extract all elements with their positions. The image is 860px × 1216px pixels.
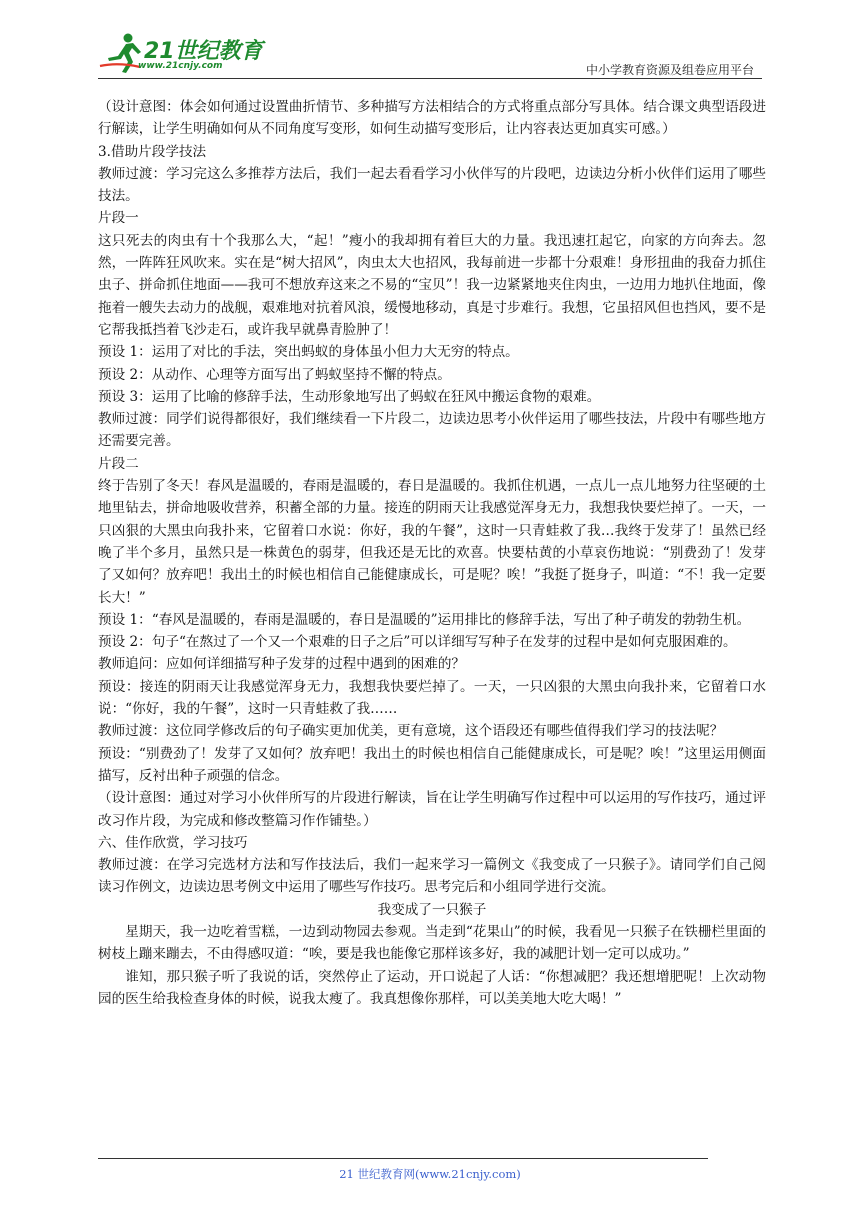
paragraph: 六、佳作欣赏，学习技巧: [98, 834, 248, 851]
paragraph: 预设：“别费劲了！发芽了又如何？放弃吧！我出土的时候也相信自己能健康成长，可是呢？唉！”这里运用侧面描写，反衬出种子顽强的信念。: [98, 745, 766, 784]
paragraph: 片段一: [98, 210, 139, 227]
paragraph: （设计意图：通过对学习小伙伴所写的片段进行解读，旨在让学生明确写作过程中可以运用的写作技巧，通过评改习作片段，为完成和修改整篇习作作铺垫。）: [98, 790, 766, 829]
site-logo[interactable]: [98, 30, 268, 78]
paragraph: （设计意图：体会如何通过设置曲折情节、多种描写方法相结合的方式将重点部分写具体。结合课文典型语段进行解读，让学生明确如何从不同角度写变形，如何生动描写变形后，让内容表达更加真实可感。）: [98, 99, 766, 138]
paragraph: 预设：接连的阴雨天让我感觉浑身无力，我想我快要烂掉了。一天，一只凶狠的大黑虫向我扑来，它留着口水说：“你好，我的午餐”，这时一只青蛙救了我……: [98, 678, 766, 718]
paragraph: 预设 2：句子“在熬过了一个又一个艰难的日子之后”可以详细写写种子在发芽的过程中是如何克服困难的。: [98, 634, 737, 651]
paragraph: 我变成了一只猴子: [377, 901, 487, 918]
logo-text: 21世纪教育: [144, 39, 263, 64]
paragraph: 预设 3：运用了比喻的修辞手法，生动形象地写出了蚂蚁在狂风中搬运食物的艰难。: [98, 388, 601, 405]
paragraph: 这只死去的肉虫有十个我那么大，“起！”瘦小的我却拥有着巨大的力量。我迅速扛起它，向家的方向奔去。忽然，一阵阵狂风吹来。实在是“树大招风”，肉虫太大也招风，我每前进一步都十分艰难！身形扭曲的我奋力抓住虫子、拼命抓住地面——我可不想放弃这来之不易的“宝贝”！我一边紧紧地夹住肉虫，一边用力地扒住地面，像拖着一艘失去动力的战舰，艰难地对抗着风浪，缓慢地移动，真是寸步难行。我想，它虽招风但也挡风，要不是它帮我抵挡着飞沙走石，或许我早就鼻青脸肿了！: [98, 232, 766, 338]
paragraph: 预设 1：运用了对比的手法，突出蚂蚁的身体虽小但力大无穷的特点。: [98, 344, 519, 361]
paragraph: 3.借助片段学技法: [98, 143, 207, 160]
paragraph: 教师过渡：在学习完选材方法和写作技法后，我们一起来学习一篇例文《我变成了一只猴子》。请同学们自己阅读习作例文，边读边思考例文中运用了哪些写作技巧。思考完后和小组同学进行交流。: [98, 857, 766, 896]
page-footer[interactable]: 21 世纪教育网(www.21cnjy.com): [339, 1167, 521, 1181]
paragraph: 星期天，我一边吃着雪糕，一边到动物园去参观。当走到“花果山”的时候，我看见一只猴子在铁栅栏里面的树枝上蹦来蹦去，不由得感叹道：“唉，要是我也能像它那样该多好，我的减肥计划一定可以成功。”: [98, 923, 766, 963]
footer-divider: [98, 1158, 708, 1159]
page-header: [98, 30, 762, 80]
paragraph: 谁知，那只猴子听了我说的话，突然停止了运动，开口说起了人话：“你想减肥？我还想增肥呢！上次动物园的医生给我检查身体的时候，说我太瘦了。我真想像你那样，可以美美地大吃大喝！”: [98, 968, 766, 1007]
paragraph: 教师过渡：学习完这么多推荐方法后，我们一起去看看学习小伙伴写的片段吧，边读边分析小伙伴们运用了哪些技法。: [98, 165, 766, 205]
header-divider: [98, 78, 762, 79]
document-body: [98, 96, 766, 1010]
paragraph: 片段二: [98, 455, 139, 472]
paragraph: 教师追问：应如何详细描写种子发芽的过程中遇到的困难的？: [98, 656, 466, 673]
paragraph: 教师过渡：这位同学修改后的句子确实更加优美，更有意境，这个语段还有哪些值得我们学习的技法呢？: [98, 723, 724, 740]
header-platform-name: 中小学教育资源及组卷应用平台: [585, 63, 754, 77]
paragraph: 预设 1：“春风是温暖的，春雨是温暖的，春日是温暖的”运用排比的修辞手法，写出了种子萌发的勃勃生机。: [98, 611, 751, 628]
paragraph: 预设 2：从动作、心理等方面写出了蚂蚁坚持不懈的特点。: [98, 366, 451, 383]
paragraph: 终于告别了冬天！春风是温暖的，春雨是温暖的，春日是温暖的。我抓住机遇，一点儿一点儿地努力往坚硬的土地里钻去，拼命地吸收营养，积蓄全部的力量。接连的阴雨天让我感觉浑身无力，我想我快要烂掉了。一天，一只凶狠的大黑虫向我扑来，它留着口水说：你好，我的午餐”，这时一只青蛙救了我…我终于发芽了！虽然已经晚了半个多月，虽然只是一株黄色的弱芽，但我还是无比的欢喜。快要枯黄的小草哀伤地说：“别费劲了！发芽了又如何？放弃吧！我出土的时候也相信自己能健康成长，可是呢？唉！”我挺了挺身子，叫道：“不！我一定要长大！”: [98, 478, 766, 606]
paragraph: 教师过渡：同学们说得都很好，我们继续看一下片段二，边读边思考小伙伴运用了哪些技法，片段中有哪些地方还需要完善。: [98, 411, 766, 450]
logo-url: www.21cnjy.com: [138, 61, 223, 71]
